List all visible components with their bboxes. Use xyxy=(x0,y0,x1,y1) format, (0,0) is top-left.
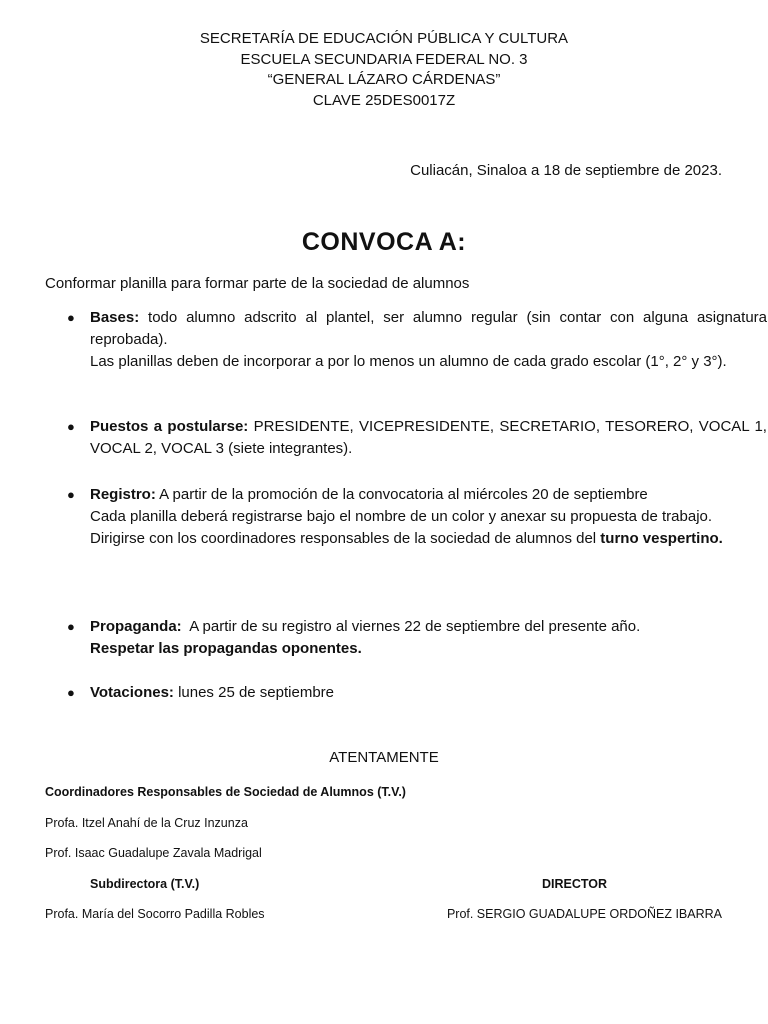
subdirectora-name: Profa. María del Socorro Padilla Robles xyxy=(45,907,265,921)
puestos-label: Puestos a postularse: xyxy=(90,418,249,435)
closing-atentamente: ATENTAMENTE xyxy=(329,749,439,766)
bullet-votaciones xyxy=(45,682,767,704)
document-title: CONVOCA A: xyxy=(301,228,467,256)
document-date: Culiacán, Sinaloa a 18 de septiembre de 2023. xyxy=(410,162,722,179)
votaciones-label: Votaciones: xyxy=(90,684,174,701)
bases-label: Bases: xyxy=(90,309,140,326)
letterhead xyxy=(0,29,768,111)
bullet-registro xyxy=(45,484,767,550)
propaganda-label: Propaganda: xyxy=(90,618,182,635)
header-nombre-escuela: “GENERAL LÁZARO CÁRDENAS” xyxy=(267,71,501,88)
header-escuela: ESCUELA SECUNDARIA FEDERAL NO. 3 xyxy=(240,50,528,68)
header-clave: CLAVE 25DES0017Z xyxy=(312,91,456,109)
registro-text-2: Cada planilla deberá registrarse bajo el nombre de un color y anexar su propuesta de trabajo. xyxy=(90,508,713,525)
coordinators-title: Coordinadores Responsables de Sociedad de Alumnos (T.V.) xyxy=(45,785,406,799)
bullet-propaganda xyxy=(45,616,767,660)
propaganda-text: A partir de su registro al viernes 22 de septiembre del presente año. xyxy=(181,618,641,635)
bases-text: todo alumno adscrito al plantel, ser alumno regular (sin contar con alguna asignatura reprobada). xyxy=(90,309,767,348)
votaciones-text: lunes 25 de septiembre xyxy=(173,684,335,701)
subdirectora-title: Subdirectora (T.V.) xyxy=(90,877,200,891)
bullet-dot: ● xyxy=(67,487,75,502)
bullet-bases xyxy=(45,307,767,373)
bullet-puestos xyxy=(45,416,767,460)
bullet-dot: ● xyxy=(67,310,75,325)
puestos-text: PRESIDENTE, VICEPRESIDENTE, SECRETARIO, TESORERO, VOCAL 1, VOCAL 2, VOCAL 3 (siete integrantes). xyxy=(90,418,767,457)
coordinator-name-1: Profa. Itzel Anahí de la Cruz Inzunza xyxy=(45,816,248,830)
propaganda-text-2-bold: Respetar las propagandas oponentes. xyxy=(90,640,362,657)
intro-text: Conformar planilla para formar parte de la sociedad de alumnos xyxy=(45,275,470,292)
registro-text-3-bold: turno vespertino. xyxy=(600,530,723,547)
bases-text-2: Las planillas deben de incorporar a por lo menos un alumno de cada grado escolar (1°, 2° y 3°). xyxy=(90,353,727,370)
bullet-dot: ● xyxy=(67,419,75,434)
registro-text: A partir de la promoción de la convocatoria al miércoles 20 de septiembre xyxy=(155,486,648,503)
coordinator-name-2: Prof. Isaac Guadalupe Zavala Madrigal xyxy=(45,846,262,860)
bullet-dot: ● xyxy=(67,619,75,634)
registro-text-3: Dirigirse con los coordinadores responsables de la sociedad de alumnos del xyxy=(90,530,601,547)
director-name: Prof. SERGIO GUADALUPE ORDOÑEZ IBARRA xyxy=(446,907,722,921)
registro-label: Registro: xyxy=(90,486,156,503)
bullet-dot: ● xyxy=(67,685,75,700)
director-title: DIRECTOR xyxy=(542,877,608,891)
header-secretaria: SECRETARÍA DE EDUCACIÓN PÚBLICA Y CULTURA xyxy=(199,30,569,47)
